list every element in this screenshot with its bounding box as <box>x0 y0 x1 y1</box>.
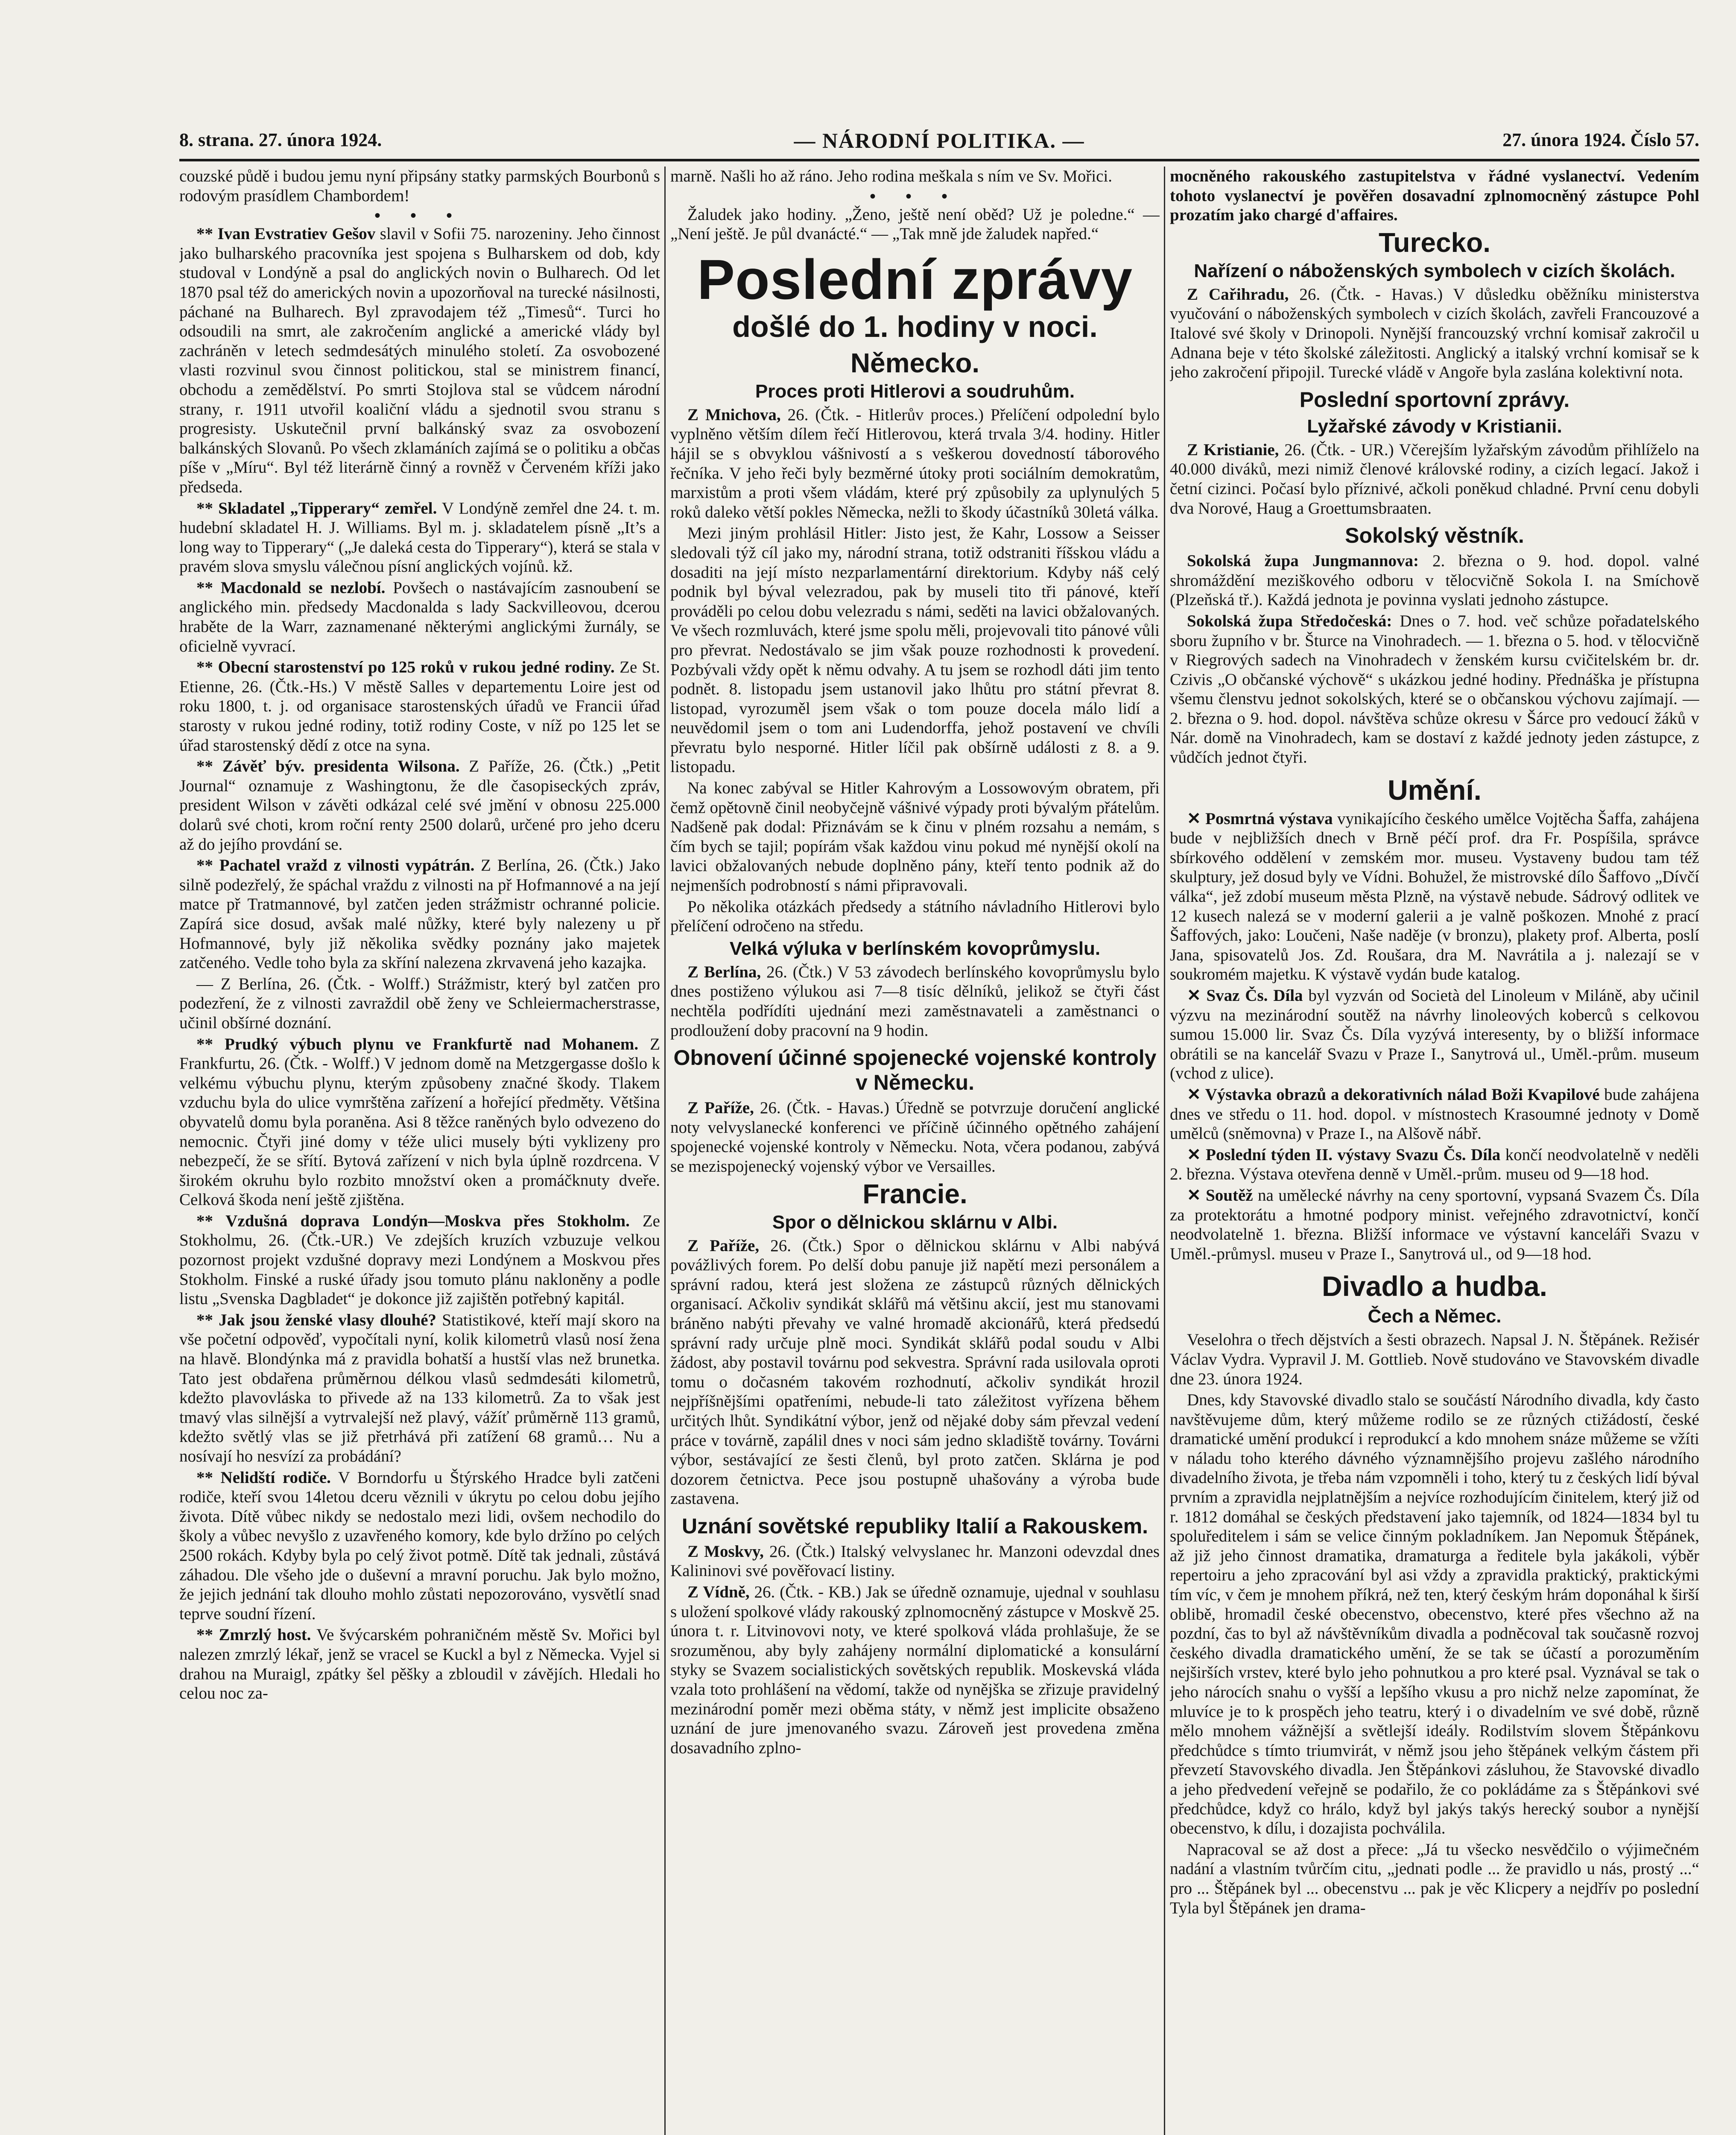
paragraph-text: 26. (Čtk. - Havas.) V důsledku oběžníku ministerstva vyučování o náboženských symbolech v cizích školách, zavřeli Francouzové a Italové své školy v Drinopoli. Nynější francouzský vrchní komisař zakročil u Adnana beje v této školské záležitosti. Anglický a italský vrchní komisař se k jeho zakročení připojil. Turecké vládě v Angoře byla zaslána kolektivní nota. <box>1170 285 1699 382</box>
article-paragraph <box>179 167 660 205</box>
article-paragraph <box>1170 1186 1699 1263</box>
paragraph-text: 26. (Čtk.) Spor o dělnickou sklárnu v Albi nabývá povážlivých forem. Po delší dobu panuje již napětí mezi personálem a správní radou, která jest složena ze zástupců různých dělnických organisací. Ačkoliv syndikát sklářů má většinu akcií, jest mu stanovami bráněno nabýti převahy ve valné hromadě akcionářů, která předsedú správní rady určuje plně moci. Syndikát sklářů podal soudu v Albi žádost, aby postavil továrnu pod sekvestra. Správní rada usilovala oproti tomu o dočasném takovém rozhodnutí, ačkoliv syndikát hrozil nejpříšnějšími opatřeními, nebude-li tato záležitost vyřízena během určitých lhůt. Syndikátní výbor, jenž od nějaké doby sám převzal vedení práce v továrně, zapálil dnes v noci sám jedno skladiště továrny. Továrni výbor, sestávající ze šesti členů, byl proto zatčen. Sklárna je pod dozorem četnictva. Pece jsou postupně uhašovány a výroba bude zastavena. <box>670 1236 1160 1508</box>
paragraph-lead: ✕ Výstavka obrazů a dekorativních nálad Boži Kvapilové <box>1187 1085 1600 1104</box>
paragraph-lead: ** Ivan Evstratiev Gešov <box>196 225 376 243</box>
article-paragraph <box>179 974 660 1033</box>
separator-dots: • • • <box>869 186 960 206</box>
newspaper-title: — NÁRODNÍ POLITIKA. — <box>794 129 1085 152</box>
article-subheadline: Proces proti Hitlerovi a soudruhům. <box>755 380 1075 402</box>
country-heading: Francie. <box>862 1178 967 1209</box>
article-headline: Obnovení účinné spojenecké vojenské kontroly v Německu. <box>673 1046 1157 1095</box>
column-1 <box>179 167 660 2135</box>
article-paragraph <box>1170 285 1699 382</box>
paragraph-lead: ** Prudký výbuch plynu ve Frankfurtě nad Mohanem. <box>196 1035 639 1053</box>
article-paragraph <box>670 524 1160 777</box>
paragraph-lead: ** Vzdušná doprava Londýn—Moskva přes Stokholm. <box>196 1211 630 1230</box>
separator-dots: • • • <box>374 206 465 225</box>
paragraph-text: Ze Stokholmu, 26. (Čtk.-UR.) Ve zdejších kruzích vzbuzuje velkou pozornost projekt vzdušné dopravy mezi Londýnem a Moskvou přes Stokholm. Finské a ruské úřady jsou tomuto plánu nakloněny a podle listu „Svenska Dagbladet“ je dokonce již zajištěn potřebný kapitál. <box>179 1211 660 1308</box>
article-paragraph <box>1170 1390 1699 1838</box>
paragraph-text: byl vyzván od Società del Linoleum v Miláně, aby učinil výzvu na mezinárodní soutěž na návrhy linoleových koberců s celkovou sumou 15.000 lir. Svaz Čs. Díla vyzývá interesenty, by o bližší informace obrátili se na kancelář Svazu v Praze I., Sanytrová ul., Uměl.-prům. museum (vchod z ulice). <box>1170 986 1699 1083</box>
column-divider <box>1164 167 1165 2135</box>
article-paragraph <box>179 499 660 576</box>
paragraph-text: 26. (Čtk. - Hitlerův proces.) Přelíčení odpolední bylo vyplněno větším dílem řečí Hitlerovou, která trvala 3/4. hodiny. Hitler hájil se s obvyklou vášnivostí a s veškerou dovedností táborového řečníka. V jeho řeči byly bezměrné útoky proti sociálním demokratům, marxistům a proti všem vládám, které prý způsobily za uplynulých 5 roků daleko větší pokles Německa, nežli to škody účastníků 30letá válka. <box>670 405 1160 521</box>
paragraph-text: marně. Našli ho až ráno. Jeho rodina meškala s ním ve Sv. Mořici. <box>670 167 1113 185</box>
article-paragraph <box>1170 551 1699 610</box>
paragraph-text: V Borndorfu u Štýrského Hradce byli zatčeni rodiče, kteří svou 14letou dceru věznili v úkrytu po celou dobu jejího života. Dítě vůbec nikdy se nedostalo mezi lidi, ovšem nechodilo do školy a vůbec nevyšlo z uzavřeného komory, kde bylo držíno po celých 2500 rokách. Kdyby byla po celý život potmě. Dítě tak jednali, zůstává záhadou. Dle všeho jde o duševní a mravní poruchu. Jak bylo možno, že jejich jednání tak dlouho mohlo zůstati nepozorováno, vysvětlí snad teprve soudní řízení. <box>179 1468 660 1623</box>
paragraph-lead: Z Paříže, <box>687 1099 754 1117</box>
article-paragraph <box>1170 1085 1699 1144</box>
article-paragraph <box>179 578 660 656</box>
paragraph-text: Dnes o 7. hod. več schůze pořadatelského sboru župního v br. Šturce na Vinohradech. — 1. března o 5. hod. v tělocvičně v Riegrových sadech na Vinohradech v ženském kursu cvičitelském br. dr. Czivis „O občanské výchově“ s ukázkou jedné hodiny. Přednáška je přístupna všemu členstvu jednot sokolských, které se o občanskou výchovu zajímají. — 2. března o 9. hod. dopol. návštěva schůze okresu v Šárce pro vedoucí žáků v Nár. domě na Vinohradech, kam se dostaví z každé jednoty jeden zástupce, z vůdčích jednot čtyři. <box>1170 611 1699 767</box>
paragraph-text: slavil v Sofii 75. narozeniny. Jeho činnost jako bulharského pracovníka jest spojena s Bulharskem od dob, kdy studoval v Londýně a psal do anglických novin o Bulharech. Od let 1870 psal též do amerických novin a upozorňoval na turecké násilnosti, páchané na Bulharech. Byl zpravodajem též „Timesů“. Turci ho odsoudili na smrt, ale zakročením anglické a americké vlády byl zachráněn v letech sedmdesátých minulého století. Za osvobozené vlasti rozvinul svou činnost politickou, stal se ministrem financí, obchodu a zemědělství. Po smrti Stojlova stal se vůdcem národní strany, r. 1911 utvořil koaliční vládu a sjednotil svou stranu s progresisty. Uskutečnil první balkánský svaz za osvobození balkánských Slovanů. Po všech zklamáních zajímá se o politiku a občas píše v „Míru“. Byl též literárně činný a rovněž v Červeném kříži jako předseda. <box>179 225 660 496</box>
article-paragraph <box>1170 167 1699 225</box>
paragraph-lead: ** Macdonald se nezlobí. <box>196 578 386 597</box>
article-paragraph <box>670 1098 1160 1176</box>
paragraph-lead: Sokolská župa Středočeská: <box>1187 611 1392 630</box>
paragraph-lead: Z Vídně, <box>687 1583 750 1602</box>
paragraph-text: couzské půdě i budou jemu nyní připsány statky parmských Bourbonů s rodovým prasídlem Chambordem! <box>179 167 660 205</box>
article-headline: Sokolský věstník. <box>1345 524 1524 548</box>
article-paragraph <box>179 856 660 973</box>
article-paragraph <box>1170 1145 1699 1184</box>
country-heading: Německo. <box>850 347 980 378</box>
article-headline: Uznání sovětské republiky Italií a Rakouskem. <box>681 1514 1149 1538</box>
paragraph-text: Napracoval se až dost a přece: „Já tu všecko nesvědčilo o výjimečném nadání a vlastním tvůrčím citu, „jednati podle ... že pravidlo u nás, prostý ...“ pro ... Štěpánek byl ... obecenstvu ... pak je věc Klicpery a nejdřív po poslední Tyla byl Štěpánek jen drama- <box>1170 1840 1699 1917</box>
paragraph-text: Veselohra o třech dějstvích a šesti obrazech. Napsal J. N. Štěpánek. Režisér Václav Vydra. Vypravil J. M. Gottlieb. Nově studováno ve Stavovském divadle dne 23. února 1924. <box>1170 1331 1699 1388</box>
article-paragraph <box>179 1211 660 1309</box>
article-paragraph <box>179 224 660 497</box>
article-paragraph <box>179 1625 660 1703</box>
paragraph-text: na umělecké návrhy na ceny sportovní, vypsaná Svazem Čs. Díla za protektorátu a hmotné podpory minist. veřejného zdravotnictví, končí neodvolatelně 1. března. Bližší informace ve výstavní kanceláři Svazu v Uměl.-průmysl. museu v Praze I., Sanytrová ul., od 9—18 hod. <box>1170 1186 1699 1263</box>
column-3 <box>1170 167 1699 2135</box>
paragraph-text: bude zahájena dnes ve středu o 11. hod. dopol. v místnostech Krasoumné jednoty v Domě umělců (sněmovna) v Praze I., na Alšově nábř. <box>1170 1085 1699 1143</box>
paragraph-lead: ** Jak jsou ženské vlasy dlouhé? <box>196 1310 437 1329</box>
article-subheadline: Velká výluka v berlínském kovoprůmyslu. <box>729 938 1101 959</box>
section-heading: Umění. <box>1387 774 1482 806</box>
section-banner-sub: došlé do 1. hodiny v noci. <box>732 310 1098 343</box>
paragraph-text: Ve švýcarském pohraničném městě Sv. Mořici byl nalezen zmrzlý lékař, jenž se vracel se Kuckl a byl z Německa. Vyjel si drahou na Muraigl, zpátky šel pěšky a zbloudil v závějích. Hledali ho celou noc za- <box>179 1626 660 1703</box>
column-2 <box>670 167 1160 2135</box>
article-subheadline: Spor o dělnickou sklárnu v Albi. <box>772 1211 1058 1233</box>
paragraph-text: Na konec zabýval se Hitler Kahrovým a Lossowovým obratem, při čemž opětovně činil neobyčejně vášnivé výpady proti bývalým přátelům. Nadšeně pak dodal: Přiznávám se k činu v plném rozsahu a nemám, s čím bych se tajil; popírám však každou vinu pokud mé nynější okolí na lavici obžalovaných nebude doplněno pány, kteří tento podnik až do nejmenších podrobností s námi připravovali. <box>670 779 1160 895</box>
paragraph-text: V Londýně zemřel dne 24. t. m. hudební skladatel H. J. Williams. Byl m. j. skladatelem písně „It’s a long way to Tipperary“ („Je daleká cesta do Tipperary“), která se stala v pravém slova smyslu válečnou písní anglických vojínů. kž. <box>179 499 660 576</box>
paragraph-lead: ** Závěť býv. presidenta Wilsona. <box>196 757 460 776</box>
article-paragraph <box>670 778 1160 895</box>
paragraph-lead: Sokolská župa Jungmannova: <box>1187 552 1419 570</box>
article-paragraph <box>670 1542 1160 1581</box>
paragraph-lead: ✕ Soutěž <box>1187 1186 1253 1205</box>
article-subheadline: Nařízení o náboženských symbolech v cizích školách. <box>1194 260 1675 281</box>
paragraph-text: 26. (Čtk. - Havas.) Úředně se potvrzuje doručení anglické noty velvyslanecké konferenci ve příčině účinného opětného zahájení spojenecké vojenské kontroly v Německu. Nota, včera podanou, zabývá se mezispojenecký vojenský výbor ve Versailles. <box>670 1099 1160 1176</box>
article-paragraph <box>179 1310 660 1466</box>
paragraph-text: Povšech o nastávajícím zasnoubení se anglického min. předsedy Macdonalda s lady Sackvilleovou, dcerou hraběte de la Warr, zaznamenané některými anglickými žurnály, se oficielně vyvrací. <box>179 578 660 655</box>
paragraph-lead: ** Zmrzlý host. <box>196 1626 311 1644</box>
article-headline: Poslední sportovní zprávy. <box>1299 387 1570 412</box>
page-header <box>179 125 1699 159</box>
article-paragraph <box>179 1035 660 1210</box>
article-paragraph <box>1170 809 1699 984</box>
paragraph-lead: Z Mnichova, <box>687 405 781 424</box>
paragraph-text: Z Paříže, 26. (Čtk.) „Petit Journal“ oznamuje z Washingtonu, že dle časopiseckých zpráv, president Wilson v závěti odkázal celé své jmění v obnosu 225.000 dolarů své choti, krom roční renty 2500 dolarů, určené pro jeho dceru až do jejího provdání se. <box>179 757 660 854</box>
paragraph-text: Z Berlína, 26. (Čtk.) Jako silně podezřelý, že spáchal vraždu z vilnosti na př Hofmannové a na její matce př Tratmannové, byl zatčen jeden strážmistr ochranné policie. Zapírá sice dosud, avšak malé nůžky, které byly nalezeny u př Hofmannové, byly již několika svědky poznány jako majetek zatčeného. Vedle toho byla za skříní nalezena zkrvavená jeho kazajka. <box>179 856 660 972</box>
paragraph-text: Ze St. Etienne, 26. (Čtk.-Hs.) V městě Salles v departementu Loire jest od roku 1800, t. j. od organisace starostenských úřadů ve Francii úřad starosty v rukou jedné rodiny, totiž rodiny Coste, v níž po 125 let se úřad starostenský dědí z otce na syna. <box>179 658 660 755</box>
paragraph-text: 2. března o 9. hod. dopol. valné shromáždění meziškového odboru v tělocvičně Sokola I. na Smíchově (Plzeňská tř.). Každá jednota je povinna vyslati jednoho zástupce. <box>1170 552 1699 609</box>
header-rule <box>179 159 1699 161</box>
article-paragraph <box>179 658 660 755</box>
paragraph-lead: Z Cařihradu, <box>1187 285 1289 304</box>
article-paragraph <box>670 1236 1160 1509</box>
article-paragraph <box>1170 1330 1699 1389</box>
article-paragraph <box>179 757 660 854</box>
paragraph-lead: Z Kristianie, <box>1187 440 1279 459</box>
article-paragraph <box>1170 1840 1699 1918</box>
paragraph-lead: ** Nelidští rodiče. <box>196 1468 331 1487</box>
article-paragraph <box>1170 611 1699 767</box>
article-paragraph <box>670 897 1160 936</box>
paragraph-text: mocněného rakouského zastupitelstva v řádné vyslanectví. Vedením tohoto vyslanectví je pověřen dosavadní zplnomocněný zástupce Pohl prozatím jako chargé d'affaires. <box>1170 167 1699 225</box>
paragraph-text: Statistikové, kteří mají skoro na vše početní odpověď, vypočítali nyní, kolik kilometrů vlasů nosí žena na hlavě. Blondýnka má z pravidla bohatší a hustší vlas než brunetka. Tato jest obdařena průměrnou délkou vlasů sedmdesáti kilometrů, kdežto plavovláska to přivede až na 133 kilometrů. Za to však jest tmavý vlas silnější a vytrvalejší než plavý, vážíť průměrně 113 gramů, kdežto světlý vlas se již přetrhává při zatížení 68 gramů… Nu a nosívají ho nesvízí za probádání? <box>179 1310 660 1465</box>
paragraph-text: vynikajícího českého umělce Vojtěcha Šaffa, zahájena bude v nejbližších dnech v Brně péčí prof. dra Fr. Pospíšila, správce sbírkového oddělení v zemském mor. museu. Vystaveny budou tam též skulptury, jež dosud byly ve Vídni. Bohužel, že mistrovské dílo Šaffovo „Dívčí válka“, jež zdobí museum města Plzně, na výstavě nebude. Sádrový odlitek ve 12 kusech nalezá se v moderní galerii a je valně poškozen. Mnohé z prací Šaffových, jako: Loučeni, Naše naděje (v bronzu), plakety prof. Alberta, poslí Jana, spisovatelů Jos. Zd. Roušara, dra M. Navrátila a j. nalezají se v soukromém majetku. K výstavě vydán bude katalog. <box>1170 809 1699 984</box>
paragraph-text: Z Frankfurtu, 26. (Čtk. - Wolff.) V jednom domě na Metzgergasse došlo k velkému výbuchu plynu, kterým způsobeny značné škody. Tlakem vzduchu byla do ulice vymrštěna zařízení a hořející předměty. Většina obyvatelů domu byla poraněna. Asi 8 těžce raněných bylo odvezeno do nemocnic. Čtyři jiné domy v téže ulici musely býti vyklizeny pro nebezpečí, že se sřítí. Bytová zařízení v nich byla úplně rozdrcena. V širokém okruhu bylo rozbito množství oken a promáčknuty dveře. Celková škoda není ještě zjištěna. <box>179 1035 660 1209</box>
paragraph-text: 26. (Čtk. - UR.) Včerejším lyžařským závodům přihlíželo na 40.000 diváků, mezi nimiž členové královské rodiny, a cizích legací. Jakož i četní cizinci. Počasí bylo příznivé, ačkoli poněkud chladné. První cenu dobyli dva Norové, Haug a Groettumsbraaten. <box>1170 440 1699 518</box>
article-subheadline: Lyžařské závody v Kristianii. <box>1307 415 1562 437</box>
article-paragraph <box>179 1468 660 1624</box>
paragraph-lead: Z Moskvy, <box>687 1542 764 1561</box>
article-paragraph <box>670 167 1160 186</box>
paragraph-lead: ✕ Svaz Čs. Díla <box>1187 986 1303 1005</box>
paragraph-text: končí neodvolatelně v neděli 2. března. Výstava otevřena denně v Uměl.-prům. museu od 9—18 hod. <box>1170 1145 1699 1184</box>
paragraph-text: 26. (Čtk.) Italský velvyslanec hr. Manzoni odevzdal dnes Kalininovi své pověřovací listiny. <box>670 1542 1160 1580</box>
article-paragraph <box>1170 440 1699 518</box>
article-paragraph <box>670 1582 1160 1758</box>
paragraph-text: 26. (Čtk.) V 53 závodech berlínského kovoprůmyslu bylo dnes postiženo výlukou asi 7—8 tisíc dělníků, jelikož se čtyři část nechtěla podřídíti ujednání mezi zaměstnavateli a zaměstnanci o prodloužení doby pracovní na 9 hodin. <box>670 962 1160 1040</box>
paragraph-lead: ** Pachatel vražd z vilnosti vypátrán. <box>196 856 475 875</box>
article-paragraph <box>670 405 1160 522</box>
paragraph-text: Dnes, kdy Stavovské divadlo stalo se součástí Národního divadla, kdy často navštěvujeme dům, který můžeme rodilo se ze různých ctižádostí, české dramatické umění produkcí i reprodukcí a kdo mnohem snáze můžeme se vžíti v náladu toho kterého dávného významnějšího projevu zašlého národního divadelního života, je třeba nám vzpomněli i toho, který tu z českých lidí býval prvním a zpravidla nejplatnějším a nejvíce rozhodujícím činitelem, který již od r. 1812 domáhal se českých představení jako tajemník, od 1824—1834 byl tu spoluředitelem i sám se velice činným pokladníkem. Jan Nepomuk Štěpánek, až již jeho činnost dramatika, dramaturga a ředitele byla jakákoli, výběr repertoiru a jeho zpracování byl asi vždy a zpravidla praktický, praktickými tím víc, v čem je mnohem příkrá, než ten, který českým hrám doponáhal k širší oblibě, hromadil české obecenstvo, obecenstvo, které přes všechno až na pozdní, čas to byl až návštěvníkům divadla a podněcoval tak současně rozvoj českého divadla dramatického umění, že se tak se účastí a porozuměním nejširších vrstev, které bylo jeho pohnutkou a pro které psal. Vyznával se tak o jeho nárocích snahu o vyšší a lepšího vkusu a pro nichž nelze zapomínat, že mluvíce je to k prospěch jeho teatru, který i o divadelním ve své době, různě mělo mnohem vážnější a světlejší ideály. Rodilstvím slovem Štěpánkovu předchůdce s tímto triumvirát, v němž jsou jeho štěpánek velkým částem při převzetí Stavovského divadla. Jen Štěpánkovi zásluhou, že Stavovské divadlo a jeho předvedení veřejně se podařilo, že co pokládáme za s Štěpánkovi své předchůdce, když co hrálo, když byl jakýs takýs herecký soubor a nynější obecenstvo, k dílu, i dozajista pochválila. <box>1170 1391 1699 1838</box>
paragraph-text: Žaludek jako hodiny. „Ženo, ještě není oběd? Už je poledne.“ — „Není ještě. Je půl dvanácté.“ — „Tak mně jde žaludek napřed.“ <box>670 205 1160 243</box>
article-paragraph <box>1170 986 1699 1083</box>
section-heading: Divadlo a hudba. <box>1321 1270 1548 1302</box>
paragraph-lead: ✕ Poslední týden II. výstavy Svazu Čs. Díla <box>1187 1145 1501 1164</box>
article-paragraph <box>670 205 1160 244</box>
section-banner: Poslední zprávy <box>697 248 1133 311</box>
paragraph-lead: ** Skladatel „Tipperary“ zemřel. <box>196 499 437 518</box>
paragraph-lead: Z Paříže, <box>687 1236 760 1255</box>
column-divider <box>664 167 666 2135</box>
paragraph-text: 26. (Čtk. - KB.) Jak se úředně oznamuje, ujednal v souhlasu s uložení spolkové vlády rakouský zplnomocněný zástupce v Moskvě 25. února t. r. Litvinovovi noty, ve které spolková vláda prohlašuje, že se srozuměnou, aby byly zahájeny normální diplomatické a konsulární styky se Svazem socialistických sovětských republik. Moskevská vláda vzala toto prohlášení na vědomí, takže od nynějška se zřizuje pravidelný mezinárodní poměr mezi oběma státy, v němž jest implicite obsaženo uznání de jure jmenovaného svazu. Zároveň jest provedena změna dosavadního zplno- <box>670 1583 1160 1757</box>
paragraph-text: Mezi jiným prohlásil Hitler: Jisto jest, že Kahr, Lossow a Seisser sledovali týž cíl jako my, národní strana, totiž odstraniti říšskou vládu a dosaditi na její místo nezparlamentární direktorium. Kdyby náš celý podnik byl býval velezradou, pak by museli tito tři pánové, kteří prováděli po celou dobu velezradu s námi, seděti na lavici obžalovaných. Ve všech rozmluvách, které jsme spolu měli, projevovali tito pánové vůli pro převrat. Nedostávalo se jim však pouze rozhodnosti k provedení. Pozbývali vždy opět k němu odvahy. A tu jsem se rozhodl dáti jim tento podnět. 8. listopadu jsem ustanovil jako lhůtu pro státní převrat 8. listopad, vyrozuměl jsem však o tom pouze docela málo lidí a neuvědomil jsem o tom ani Ludendorffa, jehož postavení ve chvíli převratu bylo nesporné. Hitler líčil pak obšírně události z 8. a 9. listopadu. <box>670 524 1160 776</box>
paragraph-lead: ✕ Posmrtná výstava <box>1187 809 1333 828</box>
article-subheadline: Čech a Němec. <box>1368 1306 1502 1327</box>
paragraph-lead: ** Obecní starostenství po 125 roků v rukou jedné rodiny. <box>196 658 615 677</box>
article-paragraph <box>670 962 1160 1040</box>
paragraph-text: — Z Berlína, 26. (Čtk. - Wolff.) Strážmistr, který byl zatčen pro podezření, že z vilnosti zavraždil obě ženy ve Schleiermacherstrasse, učinil obšírné doznání. <box>179 974 660 1032</box>
paragraph-lead: Z Berlína, <box>687 962 761 981</box>
paragraph-text: Po několika otázkách předsedy a státního návladního Hitlerovi bylo přelíčení odročeno na středu. <box>670 897 1160 936</box>
page-date-left: 8. strana. 27. února 1924. <box>179 129 382 150</box>
page-issue-right: 27. února 1924. Číslo 57. <box>1502 129 1699 150</box>
country-heading: Turecko. <box>1379 227 1491 258</box>
